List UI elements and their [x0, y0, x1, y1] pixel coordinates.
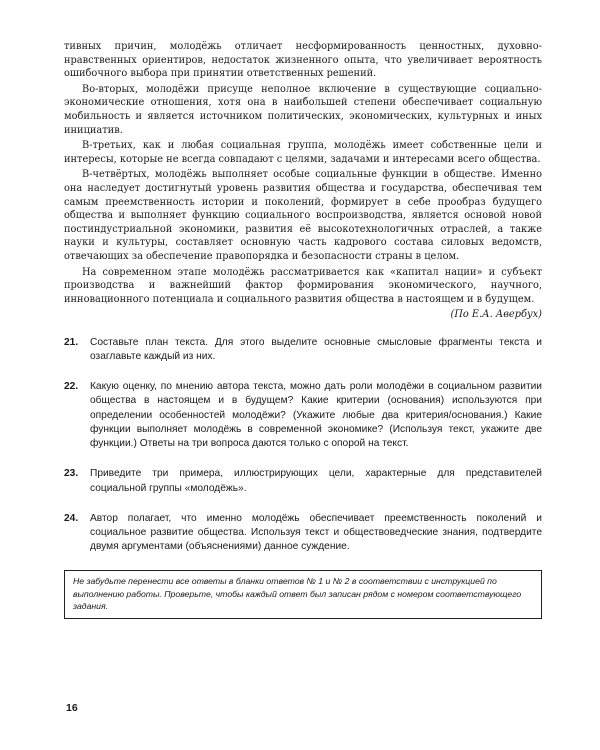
- document-page: [64, 40, 542, 619]
- text-paragraph-2: Во-вторых, молодёжи присуще неполное включение в существующие социально-экономические отношения, хотя она в наибольшей степени обеспечивает социальную мобильность и является источником политических, экономических, культурных и иных инициатив.: [64, 83, 542, 136]
- text-author: (По Е.А. Авербух): [450, 309, 542, 321]
- task-24: [64, 512, 542, 555]
- task-number: 24.: [64, 512, 79, 524]
- page-number: 16: [66, 702, 78, 714]
- task-text: Приведите три примера, иллюстрирующих цели, характерные для представителей социальной группы «молодёжь».: [90, 468, 542, 494]
- text-paragraph-5: На современном этапе молодёжь рассматривается как «капитал нации» и субъект производства и важнейший фактор формирования экономического, научного, инновационного потенциала и социального развития общества в настоящем и в будущем.: [64, 266, 542, 305]
- task-22: [64, 380, 542, 451]
- answer-transfer-notice: Не забудьте перенести все ответы в бланки ответов № 1 и № 2 в соответствии с инструкцией по выполнению работы. Проверьте, чтобы каждый ответ был записан рядом с номером соответствующего задания.: [64, 570, 542, 618]
- task-text: Составьте план текста. Для этого выделите основные смысловые фрагменты текста и озаглавьте каждый из них.: [90, 336, 542, 363]
- task-number: 22.: [64, 381, 79, 393]
- task-21: [64, 336, 542, 364]
- text-paragraph-4: В-четвёртых, молодёжь выполняет особые социальные функции в обществе. Именно она наследует достигнутый уровень развития общества и государства, обеспечивая тем самым преемственность истории и поколений, формирует в себе прообраз будущего общества и выполняет функцию социального воспроизводства, является основой новой постиндустриальной экономики, развития её высокотехнологичных отраслей, а также науки и культуры, составляет основную часть кадрового состава силовых ведомств, отвечающих за обеспечение правопорядка и безопасности страны в целом.: [64, 169, 542, 262]
- task-text: Какую оценку, по мнению автора текста, можно дать роли молодёжи в социальном развитии общества в настоящем и в будущем? Какие критерии (основания) используются при определении особенностей молодёжи? (Укажите любые два критерия/основания.) Какие функции выполняет молодёжь в современной экономике? (Используя текст, укажите две функции.) Ответы на три вопроса даются только с опорой на текст.: [90, 381, 542, 450]
- task-23: [64, 467, 542, 495]
- task-number: 23.: [64, 468, 79, 480]
- text-paragraph-3: В-третьих, как и любая социальная группа, молодёжь имеет собственные цели и интересы, которые не всегда совпадают с целями, задачами и интересами всего общества.: [64, 140, 542, 165]
- text-paragraph-1: тивных причин, молодёжь отличает несформированность ценностных, духовно-нравственных ориентиров, недостаток жизненного опыта, что увеличивает вероятность ошибочного выбора при принятии ответственных решений.: [64, 41, 542, 80]
- task-number: 21.: [64, 336, 79, 348]
- task-text: Автор полагает, что именно молодёжь обеспечивает преемственность поколений и социальное развитие общества. Используя текст и обществоведческие знания, подтвердите двумя аргументами (объяснениями) данное суждение.: [90, 512, 542, 553]
